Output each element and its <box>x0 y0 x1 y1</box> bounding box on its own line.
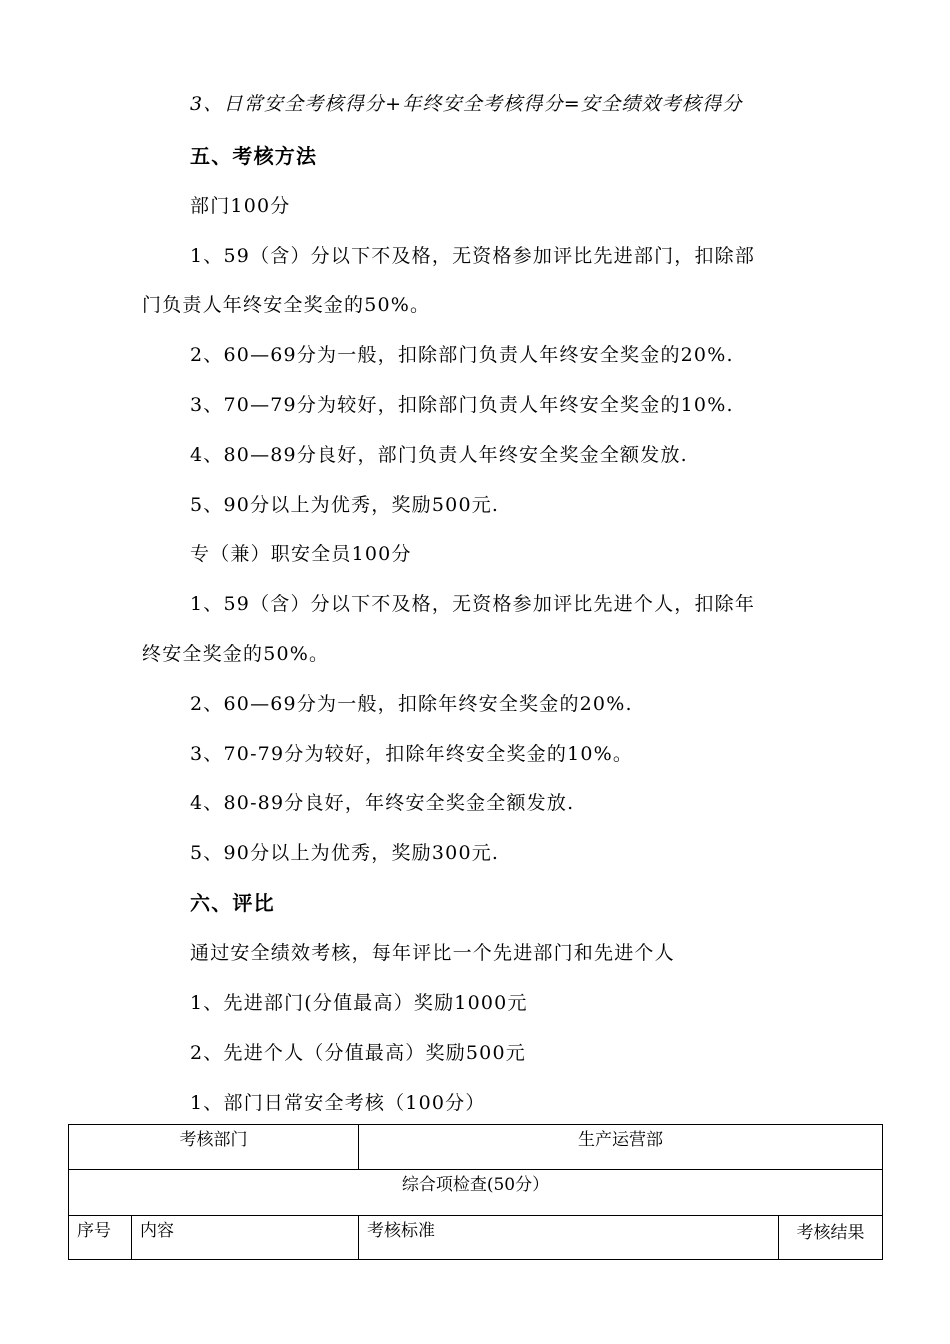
dept-score-title: 部门100分 <box>190 195 291 217</box>
staff-score-title: 专（兼）职安全员100分 <box>190 543 412 565</box>
staff-rule-2: 2、60—69分为一般，扣除年终安全奖金的20%. <box>190 693 633 715</box>
dept-rule-1-cont: 门负责人年终安全奖金的50%。 <box>142 294 431 316</box>
dept-rule-4: 4、80—89分良好，部门负责人年终安全奖金全额发放. <box>190 444 688 466</box>
header-seq: 序号 <box>69 1216 132 1260</box>
dept-rule-2: 2、60—69分为一般，扣除部门负责人年终安全奖金的20%. <box>190 344 734 366</box>
evaluation-intro: 通过安全绩效考核，每年评比一个先进部门和先进个人 <box>190 942 675 964</box>
dept-value-cell: 生产运营部 <box>359 1125 883 1170</box>
evaluation-item-2: 2、先进个人（分值最高）奖励500元 <box>190 1042 526 1064</box>
staff-rule-1-cont: 终安全奖金的50%。 <box>142 643 330 665</box>
dept-rule-3: 3、70—79分为较好，扣除部门负责人年终安全奖金的10%. <box>190 394 734 416</box>
section-heading-methods: 五、考核方法 <box>190 144 318 168</box>
evaluation-item-1: 1、先进部门(分值最高）奖励1000元 <box>190 992 528 1014</box>
assessment-table <box>68 1124 883 1260</box>
table-row <box>69 1216 883 1260</box>
table-row <box>69 1125 883 1170</box>
header-standard: 考核标准 <box>359 1216 779 1260</box>
table-row <box>69 1170 883 1216</box>
dept-rule-5: 5、90分以上为优秀，奖励500元. <box>190 494 500 516</box>
table-title: 1、部门日常安全考核（100分） <box>190 1092 486 1114</box>
header-result: 考核结果 <box>779 1216 883 1260</box>
dept-rule-1: 1、59（含）分以下不及格，无资格参加评比先进部门，扣除部 <box>190 245 756 267</box>
staff-rule-1: 1、59（含）分以下不及格，无资格参加评比先进个人，扣除年 <box>190 593 756 615</box>
staff-rule-5: 5、90分以上为优秀，奖励300元. <box>190 842 500 864</box>
section-heading-evaluation: 六、评比 <box>190 891 275 915</box>
section-cell: 综合项检查(50分） <box>69 1170 883 1216</box>
dept-label-cell: 考核部门 <box>69 1125 359 1170</box>
staff-rule-3: 3、70-79分为较好，扣除年终安全奖金的10%。 <box>190 743 634 765</box>
formula-line: 3、日常安全考核得分+年终安全考核得分=安全绩效考核得分 <box>190 93 743 115</box>
header-content: 内容 <box>132 1216 359 1260</box>
staff-rule-4: 4、80-89分良好，年终安全奖金全额发放. <box>190 792 575 814</box>
